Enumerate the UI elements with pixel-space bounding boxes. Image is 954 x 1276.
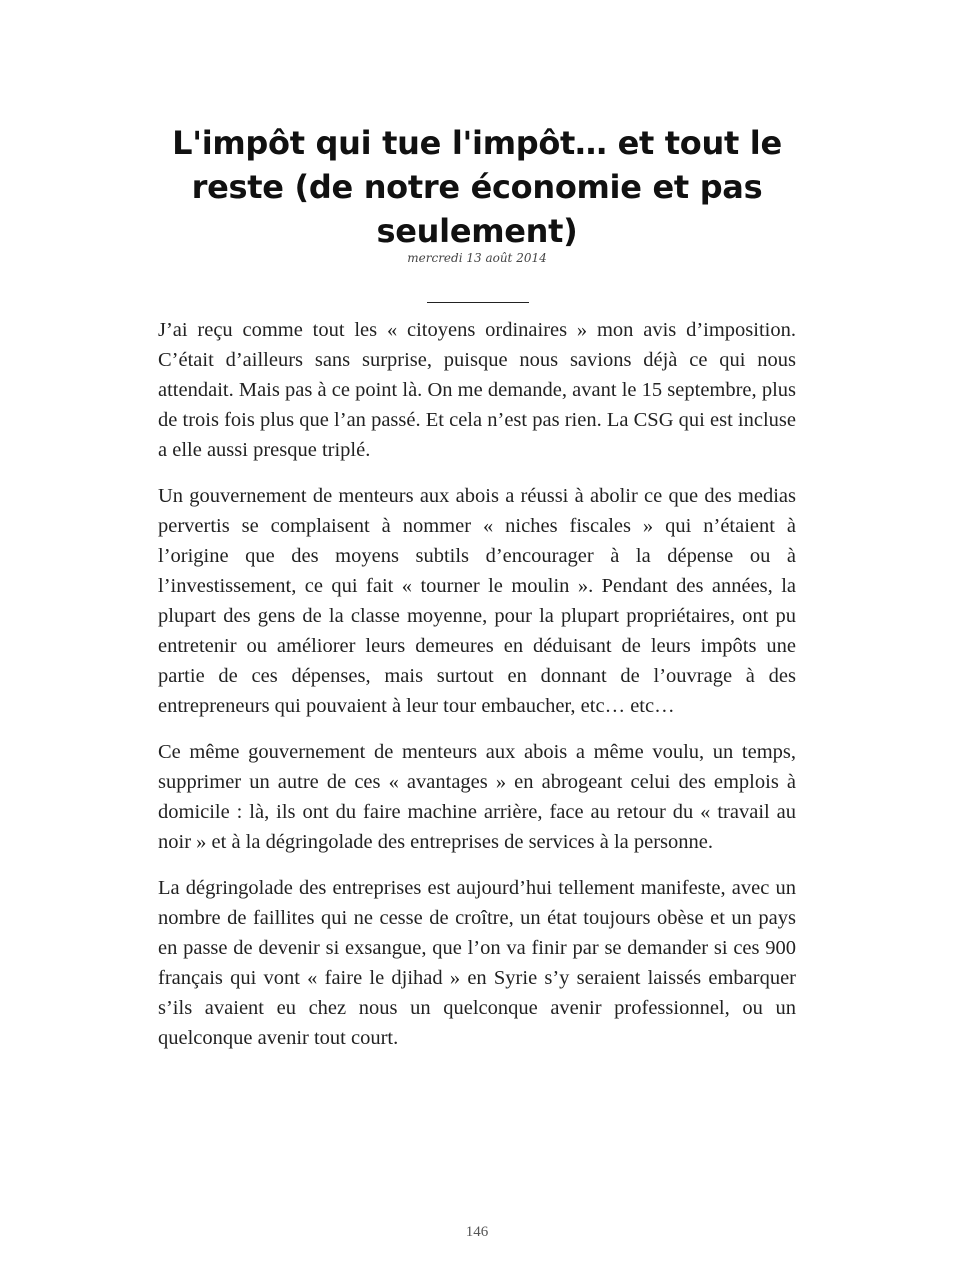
title-separator	[427, 302, 529, 303]
paragraph-3: Ce même gouvernement de menteurs aux abois a même voulu, un temps, supprimer un autre de ces « avantages » en abrogeant celui des emplois à domicile : là, ils ont du faire machine arrière, face au retour du « travail au noir » et à la dégringolade des entreprises de services à la personne.	[158, 741, 796, 853]
page-number: 146	[465, 1224, 489, 1240]
paragraph-2: Un gouvernement de menteurs aux abois a réussi à abolir ce que des medias pervertis se complaisent à nommer « niches fiscales » qui n’étaient à l’origine que des moyens subtils d’encourager à la dépense ou à l’investissement, ce qui fait « tourner le moulin ». Pendant des années, la plupart des gens de la classe moyenne, pour la plupart propriétaires, ont pu entretenir ou améliorer leurs demeures en déduisant de leurs impôts une partie de ces dépenses, mais surtout en donnant de l’ouvrage à des entrepreneurs qui pouvaient à leur tour embaucher, etc… etc…	[158, 485, 796, 717]
article-title: L'impôt qui tue l'impôt… et tout le reste (de notre économie et pas seulement)	[172, 124, 782, 250]
article-date: mercredi 13 août 2014	[407, 251, 547, 265]
article-body	[158, 315, 796, 1069]
paragraph-4: La dégringolade des entreprises est aujourd’hui tellement manifeste, avec un nombre de faillites qui ne cesse de croître, un état toujours obèse et un pays en passe de devenir si exsangue, que l’on va finir par se demander si ces 900 français qui vont « faire le djihad » en Syrie s’y seraient laissés embarquer s’ils avaient eu chez nous un quelconque avenir professionnel, ou un quelconque avenir tout court.	[158, 877, 796, 1049]
paragraph-1: J’ai reçu comme tout les « citoyens ordinaires » mon avis d’imposition. C’était d’ailleurs sans surprise, puisque nous savions déjà ce qui nous attendait. Mais pas à ce point là. On me demande, avant le 15 septembre, plus de trois fois plus que l’an passé. Et cela n’est pas rien. La CSG qui est incluse a elle aussi presque triplé.	[158, 319, 796, 461]
